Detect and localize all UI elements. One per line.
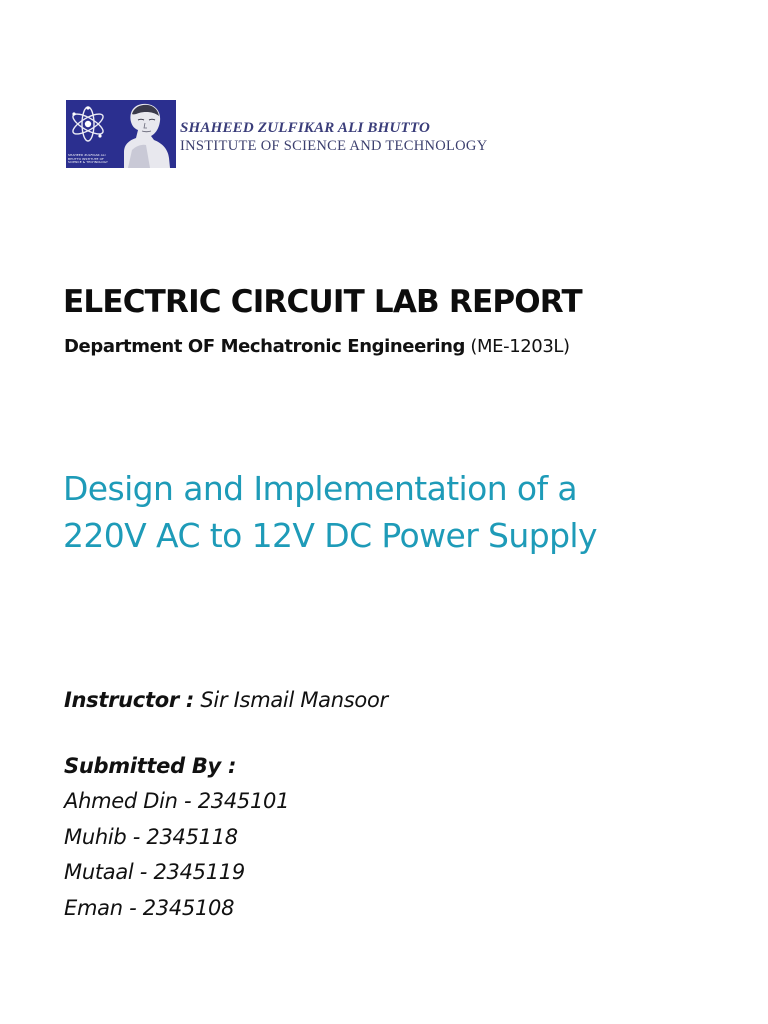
subject-title-line1: Design and Implementation of a	[63, 469, 578, 508]
member-item: Eman - 2345108	[64, 895, 235, 920]
member-item: Muhib - 2345118	[64, 824, 238, 849]
subject-title-line2: 220V AC to 12V DC Power Supply	[63, 516, 597, 555]
submitted-by-section	[64, 750, 289, 926]
report-title: ELECTRIC CIRCUIT LAB REPORT	[63, 284, 582, 320]
institute-emblem	[66, 100, 176, 168]
instructor-label: Instructor :	[64, 688, 194, 712]
course-code: (ME-1203L)	[470, 336, 570, 357]
instructor-name: Sir Ismail Mansoor	[200, 688, 388, 712]
institute-logo	[66, 100, 487, 168]
department-name: Department OF Mechatronic Engineering	[64, 336, 466, 357]
member-list	[64, 784, 289, 926]
member-item: Mutaal - 2345119	[64, 860, 245, 884]
submitted-by-label: Submitted By :	[64, 754, 237, 778]
instructor-line	[64, 688, 388, 712]
subject-title	[63, 465, 703, 559]
emblem-caption: SHAHEED ZULFIKAR ALI BHUTTO INSTITUTE OF SCIENCE & TECHNOLOGY	[68, 153, 108, 165]
member-item: Ahmed Din - 2345101	[64, 789, 290, 813]
institute-name-line1: SHAHEED ZULFIKAR ALI BHUTTO	[180, 120, 431, 136]
department-line	[64, 336, 570, 357]
institute-name-line2: INSTITUTE OF SCIENCE AND TECHNOLOGY	[180, 138, 488, 154]
institute-name	[180, 119, 487, 155]
